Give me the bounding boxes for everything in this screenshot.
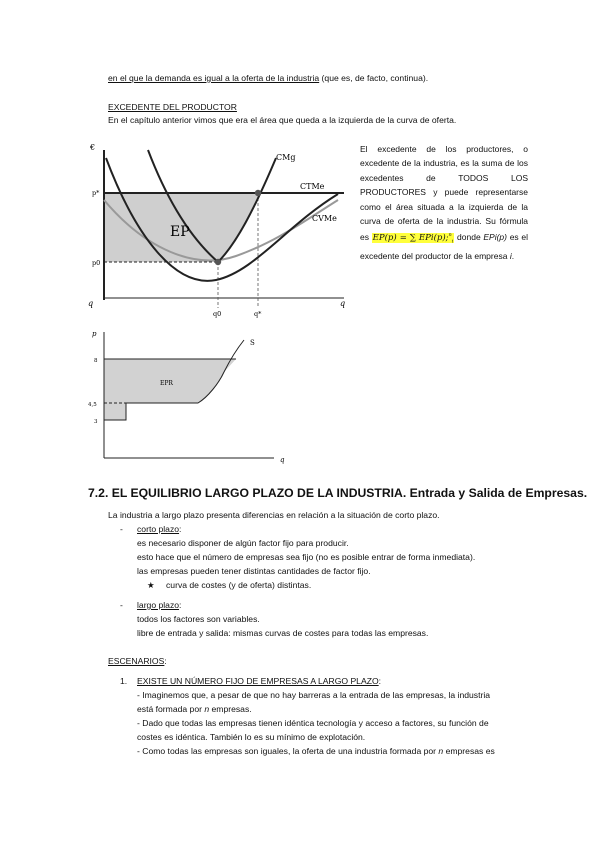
producer-surplus-title: EXCEDENTE DEL PRODUCTOR bbox=[108, 102, 237, 112]
side-text-p3: es el excedente del productor de la empresa bbox=[360, 232, 528, 262]
short-term-label: corto plazo bbox=[137, 524, 180, 534]
tick-3: 3 bbox=[94, 419, 98, 425]
intro-rest: (que es, de facto, continua). bbox=[319, 73, 429, 83]
short-term-star-item: curva de costes (y de oferta) distintas. bbox=[166, 580, 312, 590]
ep-label: EP bbox=[170, 224, 190, 240]
producer-surplus-text: En el capítulo anterior vimos que era el área que queda a la izquierda de la curva de oferta. bbox=[108, 115, 457, 125]
cvme-label: CVMe bbox=[312, 214, 337, 223]
scenario1-line3: - Dado que todas las empresas tienen idéntica tecnología y acceso a factores, su función de bbox=[137, 718, 489, 728]
section-heading: 7.2. EL EQUILIBRIO LARGO PLAZO DE LA INDUSTRIA. Entrada y Salida de Empresas. bbox=[88, 486, 588, 500]
epr-shaded-area bbox=[104, 359, 236, 420]
y-axis-label: p bbox=[92, 330, 97, 338]
short-term-bullet: - bbox=[120, 524, 123, 534]
long-term-label: largo plazo bbox=[137, 600, 180, 610]
side-text-p2: donde bbox=[457, 232, 481, 243]
y-axis-label: € bbox=[90, 143, 96, 152]
side-text-epi: EPi(p) bbox=[483, 232, 507, 243]
q0-label: q0 bbox=[213, 310, 222, 318]
short-term-line1: es necesario disponer de algún factor fijo para producir. bbox=[137, 538, 349, 548]
cmg-label: CMg bbox=[276, 153, 296, 162]
side-text-i: i bbox=[509, 251, 512, 262]
short-term-label-line: corto plazo: bbox=[137, 524, 182, 534]
short-term-line2: esto hace que el número de empresas sea fijo (no es posible entrar de forma inmediata). bbox=[137, 552, 476, 562]
formula-sum-top: n bbox=[448, 232, 452, 239]
q-star-label: q* bbox=[254, 310, 262, 318]
scenario1-line2: está formada por n empresas. bbox=[137, 704, 252, 714]
ctme-label: CTMe bbox=[300, 182, 325, 191]
min-point bbox=[215, 259, 221, 265]
long-term-line2: libre de entrada y salida: mismas curvas de costes para todas las empresas. bbox=[137, 628, 429, 638]
scenario1-title: EXISTE UN NÚMERO FIJO DE EMPRESAS A LARGO PLAZO bbox=[137, 676, 379, 686]
epr-label: EPR bbox=[160, 380, 173, 387]
short-term-line3: las empresas pueden tener distintas cantidades de factor fijo. bbox=[137, 566, 371, 576]
surplus-formula: EP(p) = ∑ EPi(p);$^n_i$ bbox=[372, 232, 454, 245]
long-term-label-line: largo plazo: bbox=[137, 600, 182, 610]
scenario1-line1: - Imaginemos que, a pesar de que no hay barreras a la entrada de las empresas, la industria bbox=[137, 690, 491, 700]
s-label: S bbox=[250, 339, 255, 347]
scenario1-line5: - Como todas las empresas son iguales, la oferta de una industria formada por n empresas es bbox=[137, 746, 495, 756]
scenarios-title-line: ESCENARIOS: bbox=[108, 656, 167, 666]
scenario1-number: 1. bbox=[120, 676, 128, 686]
scenarios-title: ESCENARIOS bbox=[108, 656, 165, 666]
scenario1-title-line: EXISTE UN NÚMERO FIJO DE EMPRESAS A LARGO PLAZO: bbox=[137, 676, 382, 686]
star-icon: ★ bbox=[147, 580, 155, 590]
x-axis-label: q bbox=[88, 299, 94, 308]
x-axis-label-right: q bbox=[340, 299, 346, 308]
tick-45: 4,5 bbox=[88, 402, 97, 408]
long-term-bullet: - bbox=[120, 600, 123, 610]
p-star-label: p* bbox=[92, 189, 100, 197]
intro-line bbox=[108, 72, 428, 85]
figure-cost-curves bbox=[86, 138, 352, 320]
p0-label: p0 bbox=[92, 259, 101, 267]
side-text: El excedente de los productores, o excedente de la industria, es la suma de los excedentes de TODOS LOS PRODUCTORES y puede representarse como el área situada a la izquierda de la curva de oferta de la industria. Su fórmula es EP(p) = ∑ EPi(p);$^n_i$ donde EPi(p) es el excedente del productor de la empresa i. bbox=[360, 144, 528, 262]
section-intro: La industria a largo plazo presenta diferencias en relación a la situación de corto plazo. bbox=[108, 510, 440, 520]
heading-bold: 7.2. EL EQUILIBRIO LARGO PLAZO DE LA INDUSTRIA. bbox=[88, 486, 407, 500]
tick-8: 8 bbox=[94, 358, 98, 364]
intro-underlined: en el que la demanda es igual a la oferta de la industria bbox=[108, 73, 320, 83]
formula-sum-bottom: i bbox=[451, 238, 454, 245]
side-text-p1: El excedente de los productores, o excedente de la industria, es la suma de los excedentes de TODOS LOS PRODUCTORES y puede representarse como el área situada a la izquierda de la curva de oferta de la industria. Su fórmula es bbox=[360, 144, 528, 243]
long-term-line1: todos los factores son variables. bbox=[137, 614, 260, 624]
scenario1-line4: costes es idéntica. También lo es su mínimo de explotación. bbox=[137, 732, 366, 742]
equilibrium-point bbox=[255, 190, 261, 196]
x-axis-label: q bbox=[280, 456, 285, 464]
figure-industry-supply bbox=[86, 322, 296, 468]
